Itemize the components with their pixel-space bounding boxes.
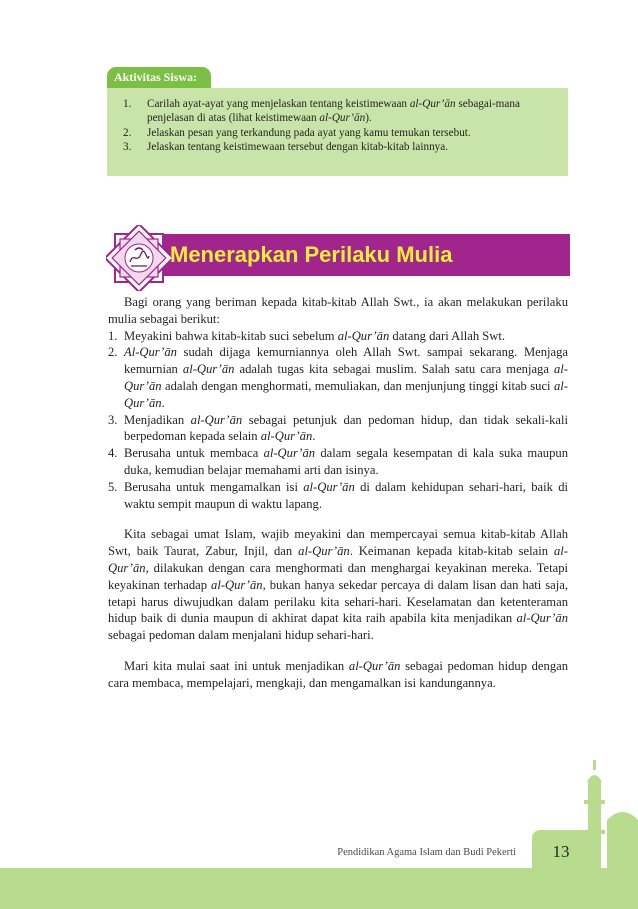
list-item: 3. Menjadikan al-Qur’ān sebagai petunjuk dan pedoman hidup, dan tidak sekali-kali berpedoman kepada selain al-Qur’ān. — [108, 412, 568, 444]
intro-paragraph: Bagi orang yang beriman kepada kitab-kitab Allah Swt., ia akan melakukan perilaku mulia sebagai berikut: — [108, 295, 568, 326]
book-title: Pendidikan Agama Islam dan Budi Pekerti — [337, 847, 516, 858]
activity-tab-label: Aktivitas Siswa: — [107, 67, 211, 88]
behavior-list — [108, 328, 568, 513]
activity-item: 2. Jelaskan pesan yang terkandung pada ayat yang kamu temukan tersebut. — [123, 126, 471, 139]
calligraphy-emblem-icon — [106, 225, 172, 291]
activity-item: 1. Carilah ayat-ayat yang menjelaskan tentang keistimewaan al-Qur’ān sebagai-mana penjelasan di atas (lihat keistimewaan al-Qur’ān). — [123, 98, 520, 125]
page-number: 13 — [532, 830, 590, 874]
paragraph-faith: Kita sebagai umat Islam, wajib meyakini dan mempercayai semua kitab-kitab Allah Swt, baik Taurat, Zabur, Injil, dan al-Qur’ān. Keimanan kepada kitab-kitab selain al-Qur’ān, dilakukan dengan cara menghormati dan menghargai keyakinan mereka. Tetapi keyakinan terhadap al-Qur’ān, bukan hanya sekedar percaya di dalam lisan dan hati saja, tetapi harus diwujudkan dalam perilaku kita sehari-hari. Keselamatan dan ketenteraman hidup baik di dunia maupun di akhirat dapat kita raih apabila kita menjadikan al-Qur’ān sebagai pedoman dalam menjalani hidup sehari-hari. — [108, 527, 569, 643]
section-title: Menerapkan Perilaku Mulia — [170, 242, 453, 267]
list-item: 5. Berusaha untuk mengamalkan isi al-Qur’ān di dalam kehidupan sehari-hari, baik di waktu sempit maupun di waktu lapang. — [108, 479, 568, 511]
footer-bar — [0, 868, 638, 909]
main-content — [108, 294, 568, 692]
list-item: 4. Berusaha untuk membaca al-Qur’ān dalam segala kesempatan di kala suka maupun duka, kemudian belajar memahami arti dan isinya. — [108, 446, 568, 477]
list-item: 2. Al-Qur’ān sudah dijaga kemurniannya oleh Allah Swt. sampai sekarang. Menjaga kemurnian al-Qur’ān adalah tugas kita sebagai muslim. Salah satu cara menjaga al-Qur’ān adalah dengan menghormati, memuliakan, dan menjunjung tinggi kitab suci al-Qur’ān. — [108, 345, 568, 410]
activity-box — [107, 88, 568, 176]
paragraph-closing: Mari kita mulai saat ini untuk menjadikan al-Qur’ān sebagai pedoman hidup dengan cara membaca, mempelajari, mengkaji, dan mengamalkan isi kandungannya. — [108, 658, 568, 690]
list-item: 1. Meyakini bahwa kitab-kitab suci sebelum al-Qur’ān datang dari Allah Swt. — [108, 328, 506, 343]
activity-item: 3. Jelaskan tentang keistimewaan tersebut dengan kitab-kitab lainnya. — [123, 140, 449, 153]
